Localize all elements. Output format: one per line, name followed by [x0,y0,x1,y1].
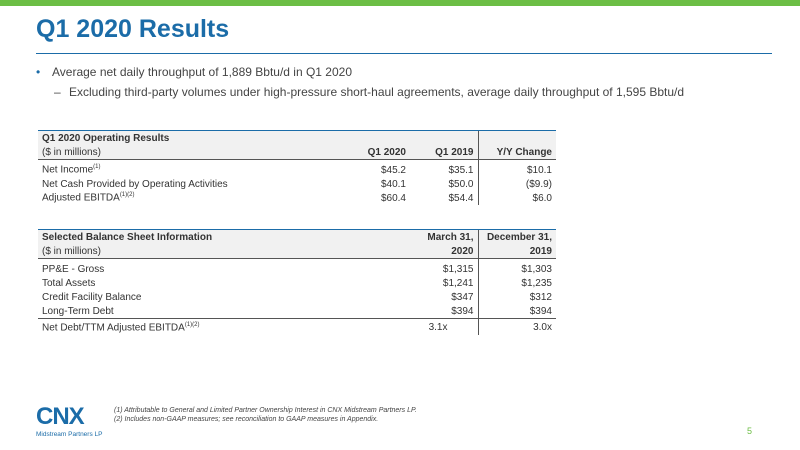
cell-value: $10.1 [478,160,556,178]
row-label: Long-Term Debt [42,305,114,317]
cell-value: $394 [478,304,556,319]
bullet-item [36,64,684,84]
table-row [38,191,556,205]
table-header-row [38,244,556,259]
footnote-ref: (1)(2) [184,322,200,329]
table-title: Selected Balance Sheet Information [38,230,338,245]
col-header-yy-change: Y/Y Change [478,145,556,160]
logo-wordmark: CNX [36,403,84,430]
row-label: PP&E - Gross [42,263,105,275]
cell-value: $6.0 [478,191,556,205]
balance-sheet-table [38,229,556,335]
cell-value: $45.2 [380,164,406,176]
unit-label: ($ in millions) [38,145,338,160]
cell-value: $347 [451,291,474,303]
unit-label: ($ in millions) [38,244,338,259]
table-header-row [38,230,556,245]
table-row [38,160,556,178]
row-label: Net Income [42,164,94,176]
cell-value: ($9.9) [478,177,556,191]
footnote: (1) Attributable to General and Limited Partner Ownership Interest in CNX Midstream Partners LP. [114,407,417,414]
cell-value: $50.0 [448,178,474,190]
table-title: Q1 2020 Operating Results [38,131,338,146]
page-number: 5 [746,426,752,436]
table-header-row [38,145,556,160]
table-header-row [38,131,556,146]
footnotes [114,406,417,424]
title-divider [36,53,772,54]
row-label: Adjusted EBITDA [42,192,120,204]
col-header-march-year: 2020 [338,244,478,259]
page-title: Q1 2020 Results [36,15,230,43]
row-label: Net Cash Provided by Operating Activities [42,178,228,190]
col-header-december-year: 2019 [478,244,556,259]
bullet-text: Average net daily throughput of 1,889 Bbtu/d in Q1 2020 [52,65,352,79]
cell-value: $60.4 [380,192,406,204]
cell-value: $394 [451,305,474,317]
sub-bullet-item [36,84,684,100]
cell-value: 3.1x [338,319,478,336]
company-logo [36,405,104,445]
footnote-ref: (1)(2) [119,192,135,199]
sub-bullet-text: Excluding third-party volumes under high-pressure short-haul agreements, average daily throughput of 1,595 Bbtu/d [69,85,685,99]
cell-value: $35.1 [448,164,474,176]
cell-value: $1,303 [478,259,556,277]
cell-value: 3.0x [478,319,556,336]
footnote: (2) Includes non-GAAP measures; see reconciliation to GAAP measures in Appendix. [114,416,379,423]
row-label: Credit Facility Balance [42,291,142,303]
table-row [38,304,556,319]
cell-value: $312 [478,290,556,304]
cell-value: $1,235 [478,276,556,290]
col-header-march: March 31, [338,230,478,245]
cell-value: $1,241 [442,277,474,289]
table-row [38,177,556,191]
table-row [38,259,556,277]
cell-value: $54.4 [448,192,474,204]
row-label: Net Debt/TTM Adjusted EBITDA [42,322,185,334]
table-row [38,290,556,304]
col-header-december: December 31, [478,230,556,245]
col-header-q1-2019: Q1 2019 [410,145,478,160]
cell-value: $1,315 [442,263,474,275]
bullet-dot-icon: • [36,65,41,79]
dash-icon: – [54,85,61,99]
operating-results-table [38,130,556,205]
row-label: Total Assets [42,277,96,289]
bullet-list [36,64,684,100]
cell-value: $40.1 [380,178,406,190]
logo-subtitle: Midstream Partners LP [36,431,103,438]
table-row [38,276,556,290]
footnote-ref: (1) [93,164,101,171]
col-header-q1-2020: Q1 2020 [338,145,410,160]
top-accent-bar [0,0,800,6]
table-row [38,319,556,336]
